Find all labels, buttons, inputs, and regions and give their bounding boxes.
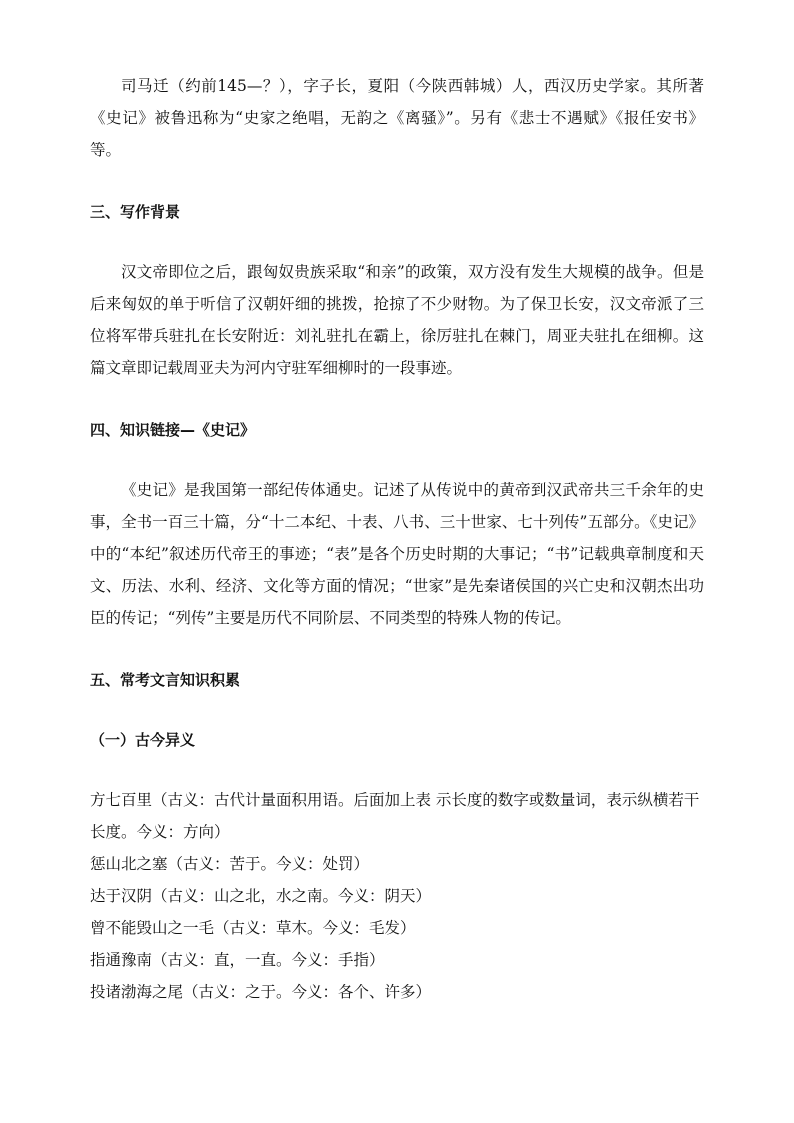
section-heading-classical-knowledge: 五、常考文言知识积累	[90, 671, 241, 689]
vocab-item: 曾不能毁山之一毛（古义：草木。今义：毛发）	[90, 919, 416, 937]
vocab-item: 指通豫南（古义：直，一直。今义：手指）	[90, 951, 385, 969]
vocab-item: 达于汉阴（古义：山之北，水之南。今义：阴天）	[90, 887, 432, 905]
document-page	[90, 70, 704, 1008]
author-intro-paragraph: 司马迁（约前145—？），字子长，夏阳（今陕西韩城）人，西汉历史学家。其所著《史记》被鲁迅称为“史家之绝唱，无韵之《离骚》”。另有《悲士不遇赋》《报任安书》等。	[90, 77, 704, 159]
vocab-item: 方七百里（古义：古代计量面积用语。后面加上表 示长度的数字或数量词，表示纵横若干长度。今义：方向）	[90, 791, 700, 841]
shiji-paragraph: 《史记》是我国第一部纪传体通史。记述了从传说中的黄帝到汉武帝共三千余年的史事，全书一百三十篇，分“十二本纪、十表、八书、三十世家、七十列传”五部分。《史记》中的“本纪”叙述历代帝王的事迹；“表”是各个历史时期的大事记；“书”记载典章制度和天文、历法、水利、经济、文化等方面的情况；“世家”是先秦诸侯国的兴亡史和汉朝杰出功臣的传记；“列传”主要是历代不同阶层、不同类型的特殊人物的传记。	[90, 481, 704, 627]
vocab-item: 投诸渤海之尾（古义：之于。今义：各个、许多）	[90, 983, 432, 1001]
vocab-item: 惩山北之塞（古义：苦于。今义：处罚）	[90, 855, 370, 873]
vocab-list	[90, 784, 704, 1008]
section-heading-knowledge-link: 四、知识链接—《史记》	[90, 421, 256, 439]
background-paragraph: 汉文帝即位之后，跟匈奴贵族采取“和亲”的政策，双方没有发生大规模的战争。但是后来匈奴的单于听信了汉朝奸细的挑拨，抢掠了不少财物。为了保卫长安，汉文帝派了三位将军带兵驻扎在长安附近：刘礼驻扎在霸上，徐厉驻扎在棘门，周亚夫驻扎在细柳。这篇文章即记载周亚夫为河内守驻军细柳时的一段事迹。	[90, 263, 704, 377]
section-heading-background: 三、写作背景	[90, 203, 181, 221]
subsection-heading-ancient-modern-meaning: （一）古今异义	[90, 731, 196, 749]
